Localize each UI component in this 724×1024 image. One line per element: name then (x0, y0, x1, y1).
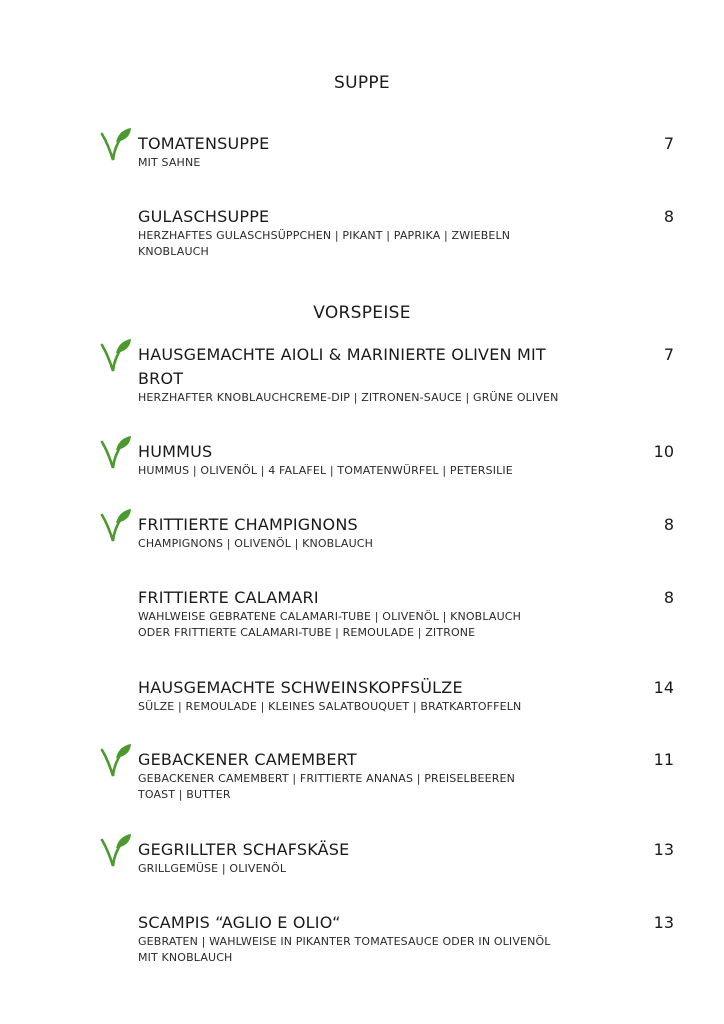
vegetarian-leaf-icon (100, 832, 132, 868)
item-description: GRILLGEMÜSE | OLIVENÖL (138, 862, 287, 875)
item-description: TOAST | BUTTER (138, 788, 231, 801)
item-price: 13 (653, 840, 674, 859)
item-name: HUMMUS (138, 442, 213, 461)
item-name: HAUSGEMACHTE SCHWEINSKOPFSÜLZE (138, 678, 463, 697)
vegetarian-leaf-icon (100, 126, 132, 162)
item-name: GULASCHSUPPE (138, 207, 270, 226)
item-description: CHAMPIGNONS | OLIVENÖL | KNOBLAUCH (138, 537, 374, 550)
item-description: HERZHAFTER KNOBLAUCHCREME-DIP | ZITRONEN-SAUCE | GRÜNE OLIVEN (138, 391, 559, 404)
vegetarian-leaf-icon (100, 434, 132, 470)
item-price: 8 (663, 588, 674, 607)
item-name: HAUSGEMACHTE AIOLI & MARINIERTE OLIVEN MIT (138, 345, 546, 364)
item-name: FRITTIERTE CHAMPIGNONS (138, 515, 358, 534)
item-description: WAHLWEISE GEBRATENE CALAMARI-TUBE | OLIVENÖL | KNOBLAUCH (138, 610, 522, 623)
vegetarian-leaf-icon (100, 337, 132, 373)
item-name: GEBACKENER CAMEMBERT (138, 750, 357, 769)
item-description: MIT SAHNE (138, 156, 201, 169)
item-description: HUMMUS | OLIVENÖL | 4 FALAFEL | TOMATENWÜRFEL | PETERSILIE (138, 464, 513, 477)
item-price: 11 (653, 750, 674, 769)
item-description: HERZHAFTES GULASCHSÜPPCHEN | PIKANT | PAPRIKA | ZWIEBELN (138, 229, 511, 242)
item-name: TOMATENSUPPE (138, 134, 270, 153)
item-name: GEGRILLTER SCHAFSKÄSE (138, 840, 350, 859)
item-price: 10 (653, 442, 674, 461)
item-description: GEBRATEN | WAHLWEISE IN PIKANTER TOMATESAUCE ODER IN OLIVENÖL (138, 935, 551, 948)
section-title-vorspeise: VORSPEISE (313, 303, 411, 323)
item-price: 14 (653, 678, 674, 697)
item-price: 7 (663, 345, 674, 364)
item-description: SÜLZE | REMOULADE | KLEINES SALATBOUQUET | BRATKARTOFFELN (138, 700, 522, 713)
item-name: FRITTIERTE CALAMARI (138, 588, 319, 607)
item-price: 8 (663, 515, 674, 534)
item-name: SCAMPIS “AGLIO E OLIO“ (138, 913, 341, 932)
item-price: 8 (663, 207, 674, 226)
item-price: 13 (653, 913, 674, 932)
item-description: GEBACKENER CAMEMBERT | FRITTIERTE ANANAS | PREISELBEEREN (138, 772, 515, 785)
vegetarian-leaf-icon (100, 742, 132, 778)
vegetarian-leaf-icon (100, 507, 132, 543)
item-price: 7 (663, 134, 674, 153)
item-description: KNOBLAUCH (138, 245, 209, 258)
section-title-suppe: SUPPE (334, 73, 390, 93)
item-name-line2: BROT (138, 369, 184, 388)
item-description: MIT KNOBLAUCH (138, 951, 233, 964)
item-description: ODER FRITTIERTE CALAMARI-TUBE | REMOULADE | ZITRONE (138, 626, 476, 639)
